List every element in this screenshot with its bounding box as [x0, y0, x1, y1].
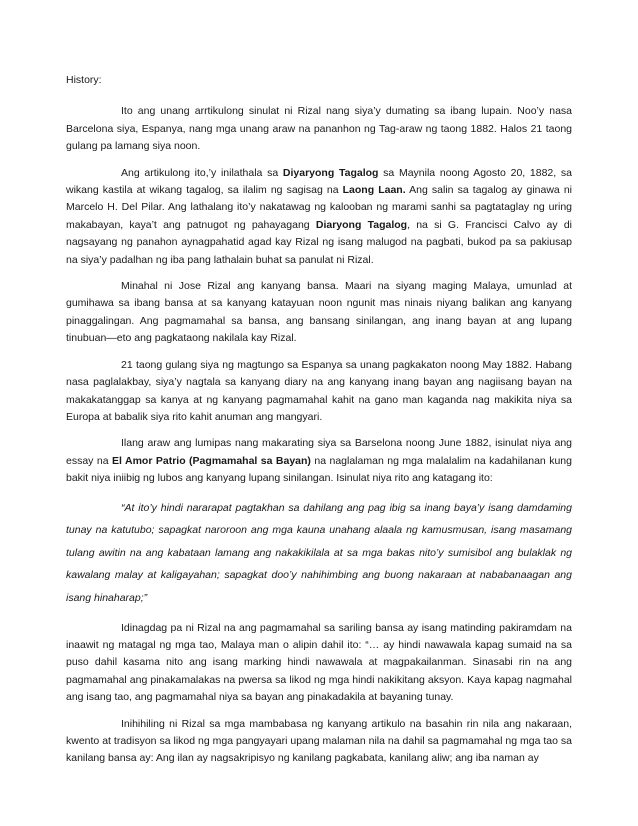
paragraph-3: Minahal ni Jose Rizal ang kanyang bansa. Maari na siyang maging Malaya, umunlad at gumihawa sa ibang bansa at sa kanyang katayuan noon ngunit mas ninais niyang balikan ang kanyang pinaggalingan. Ang pagmamahal sa bansa, ang bansang sinilangan, ang inang bayan at ang lupang tinubuan—eto ang pagkataong nakilala kay Rizal. [66, 280, 572, 345]
pen-name-bold: Laong Laan. [342, 184, 406, 197]
paragraph-7: Inihihiling ni Rizal sa mga mambabasa ng kanyang artikulo na basahin rin nila ang nakaraan, kwento at tradisyon sa likod ng mga pangyayari upang malaman nila na dahil sa pagmamahal ng mga tao sa kanilang bansa ay: Ang ilan ay nagsakripisyo ng kanilang pagkabata, kanilang aliw; ang iba naman ay [66, 717, 572, 765]
essay-title-bold: El Amor Patrio (Pagmamahal sa Bayan) [112, 454, 311, 467]
paragraph-2 [66, 165, 572, 269]
paragraph-2-text-a: Ang artikulong ito,’y inilathala sa [121, 166, 283, 179]
paragraph-2-text-g: , na si G. Francisci Calvo ay di nagsayang ng panahon aynagpahatid agad kay Rizal ng isang malugod na pagbati, bukod pa sa pakiusap na siya’y padalhan ng iba pang lathalain buhat sa panulat ni Rizal. [66, 218, 572, 266]
paragraph-1: Ito ang unang arrtikulong sinulat ni Rizal nang siya’y dumating sa ibang lupain. Noo’y nasa Barcelona siya, Espanya, nang mga unang araw na pananhon ng Tag-araw ng taong 1882. Halos 21 taong gulang pa lamang siya noon. [66, 105, 572, 153]
paragraph-5-text-a: Ilang araw ang lumipas nang makarating siya sa Barselona noong June 1882, isinulat niya ang essay na [66, 437, 572, 467]
section-heading: History: [66, 74, 102, 86]
newspaper-name-bold: Diyaryong Tagalog [282, 166, 379, 179]
paragraph-6: Idinagdag pa ni Rizal na ang pagmamahal sa sariling bansa ay isang matinding pakiramdam na inaawit ng matagal ng mga tao, Malaya man o alipin dahil ito: “… ay hindi nawawala kapag sumaid na sa puso dahil kasama nito ang isang marking hindi nawawala at magpakailanman. Sinasabi rin na ang pagmamahal ang pinakamalakas na pwersa sa likod ng mga hindi nakikitang aksyon. Kaya kapag nagmahal ang isang tao, ang pagmamahal niya sa bayan ang pinakadakila at bayaning tunay. [66, 621, 572, 704]
paragraph-5 [66, 435, 572, 487]
block-quote: “At ito’y hindi nararapat pagtakhan sa dahilang ang pag ibig sa inang baya’y isang damdaming tunay na katutubo; sapagkat naroroon ang mga kauna unahang alaala ng kamusmusan, isang masamang tulang awitin na ang kabataan lamang ang nakakikilala at sa mga bakas nito’y sumisibol ang bulaklak ng kawalang malay at kaligayahan; sapagkat doo’y nahihimbing ang buong nakaraan at nababanaagan ang isang hinaharap;” [66, 501, 572, 604]
paragraph-5-text-c: na naglalaman ng mga malalalim na kadahilanan kung bakit niya iniibig ng lubos ang kanyang lupang sinilangan. Isinulat niya rito ang katagang ito: [66, 454, 572, 485]
newspaper-name-bold-2: Diaryong Tagalog [315, 218, 408, 231]
document-body [66, 72, 572, 777]
paragraph-4: 21 taong gulang siya ng magtungo sa Espanya sa unang pagkakaton noong May 1882. Habang nasa paglalakbay, siya’y nagtala sa kanyang diary na ang kanyang inang bayan ang nagiisang bayan na makakatanggap sa kanya at ng kanyang pagmamahal kahit na gano man kaganda nag makikita niya sa Europa at babalik siya rito kahit anuman ang mangyari. [66, 358, 572, 423]
paragraph-2-text-e: Ang salin sa tagalog ay ginawa ni Marcelo H. Del Pilar. Ang lathalang ito’y nakatawag ng kalooban ng marami sanhi sa pagtataglay ng uring makabayan, kaya’t ang patnugot ng pahayagang [66, 184, 573, 231]
paragraph-2-text-c: sa Maynila noong Agosto 20, 1882, sa wikang kastila at wikang tagalog, sa ilalim ng sagisag na [66, 166, 572, 197]
